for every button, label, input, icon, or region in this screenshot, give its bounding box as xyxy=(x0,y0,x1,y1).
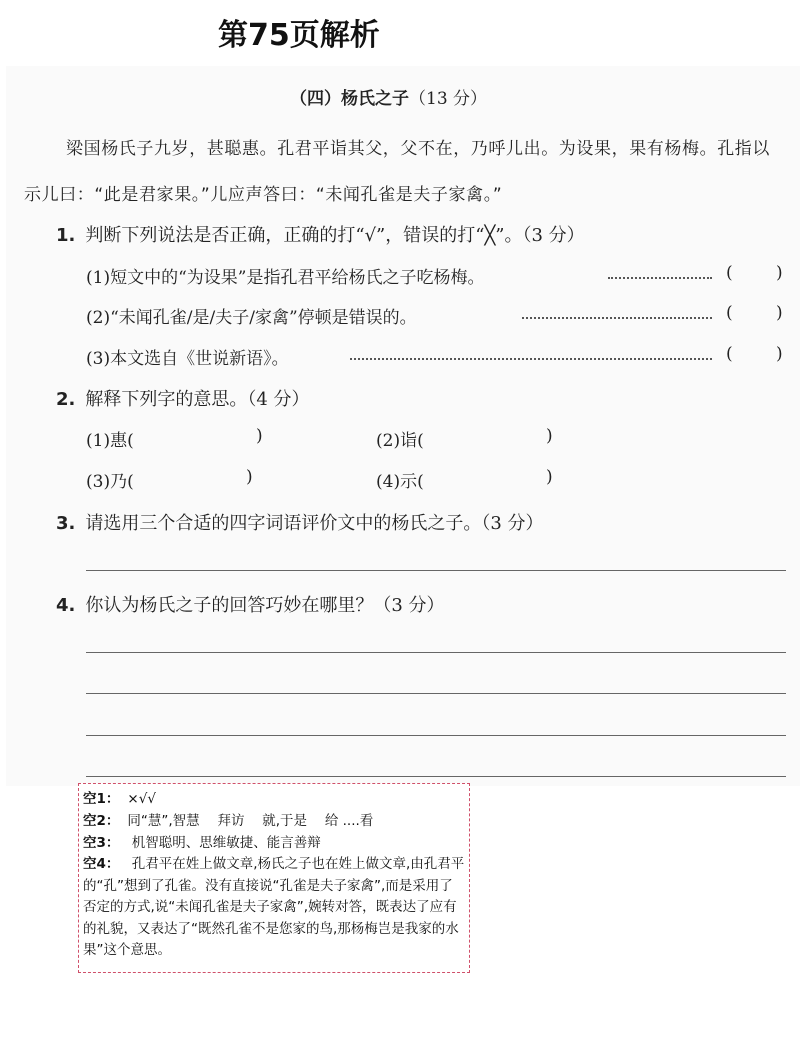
answer-paren-close: ) xyxy=(776,344,783,364)
q2-item-2: (2)诣( xyxy=(376,431,424,451)
answer-line xyxy=(86,776,786,777)
answer-text: 孔君平在姓上做文章,杨氏之子也在姓上做文章,由孔君平的“孔”想到了孔雀。没有直接说“孔雀是夫子家禽”,而是采用了否定的方式,说“未闻孔雀是夫子家禽”,婉转对答，既表达了应有的礼貌，又表达了“既然孔雀不是您家的鸟,那杨梅岂是我家的水果”这个意思。 xyxy=(83,856,465,958)
question-2 xyxy=(56,385,310,411)
answer-paren-open: ( xyxy=(726,344,733,364)
answer-label: 空2： xyxy=(83,813,120,829)
q2-item-4: (4)示( xyxy=(376,472,424,492)
section-label: （四）杨氏之子 xyxy=(290,89,409,109)
question-3 xyxy=(56,509,544,535)
section-title xyxy=(290,84,487,109)
question-text: 请选用三个合适的四字词语评价文中的杨氏之子。（3 分） xyxy=(85,513,544,534)
answer-line xyxy=(86,735,786,736)
question-text: 你认为杨氏之子的回答巧妙在哪里？（3 分） xyxy=(85,595,445,616)
dotted-leader xyxy=(350,358,712,360)
question-number: 1. xyxy=(56,225,76,246)
question-text: 判断下列说法是否正确，正确的打“√”，错误的打“╳”。（3 分） xyxy=(85,225,585,246)
dotted-leader xyxy=(522,317,712,319)
q2-item-2-close: ) xyxy=(546,426,553,446)
answer-label: 空4： xyxy=(83,856,120,872)
question-number: 4. xyxy=(56,595,76,616)
q2-item-3-close: ) xyxy=(246,467,253,487)
answer-line xyxy=(86,652,786,653)
page-title: 第75页解析 xyxy=(218,18,380,53)
section-score: （13 分） xyxy=(409,89,488,109)
answer-text: 同“慧”,智慧 拜访 就,于是 给 ....看 xyxy=(127,813,374,829)
answer-paren-open: ( xyxy=(726,263,733,283)
question-number: 2. xyxy=(56,389,76,410)
answer-4 xyxy=(83,854,465,962)
answer-line xyxy=(86,693,786,694)
answer-key-box xyxy=(78,783,470,973)
answer-label: 空1： xyxy=(83,791,120,807)
dotted-leader xyxy=(608,277,712,279)
question-4 xyxy=(56,591,445,617)
q2-item-4-close: ) xyxy=(546,467,553,487)
answer-3 xyxy=(83,832,465,854)
answer-text: ×√√ xyxy=(127,791,156,807)
answer-label: 空3： xyxy=(83,835,120,851)
answer-1 xyxy=(83,788,465,810)
q2-item-1-close: ) xyxy=(256,426,263,446)
q2-item-3: (3)乃( xyxy=(86,472,134,492)
q2-item-1: (1)惠( xyxy=(86,431,134,451)
answer-paren-open: ( xyxy=(726,303,733,323)
answer-text: 机智聪明、思维敏捷、能言善辩 xyxy=(127,835,321,851)
answer-paren-close: ) xyxy=(776,263,783,283)
q1-item-1: (1)短文中的“为设果”是指孔君平给杨氏之子吃杨梅。 xyxy=(86,268,485,288)
q1-item-2: (2)“未闻孔雀/是/夫子/家禽”停顿是错误的。 xyxy=(86,308,417,328)
question-number: 3. xyxy=(56,513,76,534)
passage-text: 梁国杨氏子九岁，甚聪惠。孔君平诣其父，父不在，乃呼儿出。为设果，果有杨梅。孔指以示儿曰：“此是君家果。”儿应声答曰：“未闻孔雀是夫子家禽。” xyxy=(24,139,770,205)
answer-2 xyxy=(83,810,465,832)
question-text: 解释下列字的意思。（4 分） xyxy=(85,389,310,410)
answer-paren-close: ) xyxy=(776,303,783,323)
question-1 xyxy=(56,221,585,247)
q1-item-3: (3)本文选自《世说新语》。 xyxy=(86,349,289,369)
answer-line xyxy=(86,570,786,571)
